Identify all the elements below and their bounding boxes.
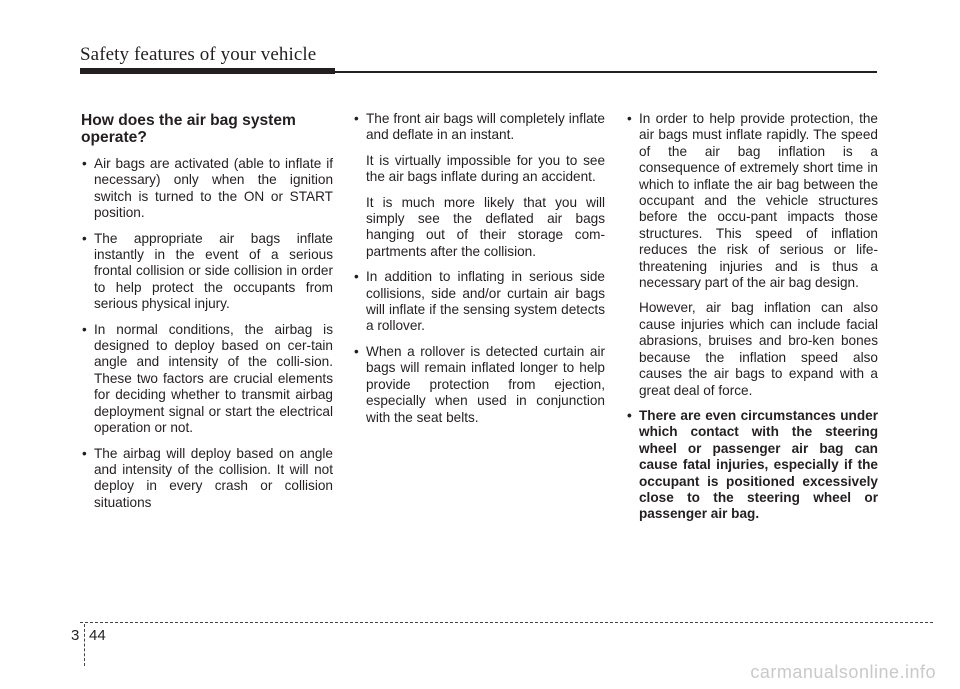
bullet-item: • In addition to inflating in serious side collisions, side and/or curtain air bags will inflate if the sensing system detects a rollover. xyxy=(353,269,605,335)
footer-page-divider xyxy=(84,624,85,666)
bullet-item: • When a rollover is detected curtain air bags will remain inflated longer to help provide protection from ejection, especially when used in conjunction with the seat belts. xyxy=(353,344,605,426)
footer-rule xyxy=(80,622,933,623)
paragraph: However, air bag inflation can also cause injuries which can include facial abrasions, bruises and bro-ken bones because the inflation speed also causes the air bags to expand with a great deal of force. xyxy=(639,300,878,398)
bullet-item: • In order to help provide protection, the air bags must inflate rapidly. The speed of the air bag inflation is a consequence of extremely short time in which to inflate the air bag between the occupant and the vehicle structures before the occu-pant impacts those structures. This speed of inflation reduces the risk of serious or life-threatening injuries and is thus a necessary part of the air bag design. xyxy=(626,111,878,291)
warning-bullet-item: • There are even circumstances under which contact with the steering wheel or passenger air bag can cause fatal injuries, especially if the occupant is positioned excessively close to the steering wheel or passenger air bag. xyxy=(626,408,878,523)
header-rule-thick xyxy=(80,68,335,74)
section-header-title: Safety features of your vehicle xyxy=(80,44,317,65)
bullet-item: • The front air bags will completely inflate and deflate in an instant. xyxy=(353,111,605,144)
page-number: 44 xyxy=(89,627,106,644)
header-rule-thin xyxy=(335,71,877,73)
section-heading: How does the air bag system operate? xyxy=(81,112,296,146)
text-column-3 xyxy=(626,111,878,532)
bullet-item: • In normal conditions, the airbag is designed to deploy based on cer-tain angle and intensity of the colli-sion. These two factors are crucial elements for deciding whether to transmit airbag deployment signal or start the electrical operation or not. xyxy=(81,322,333,437)
bullet-item: • The airbag will deploy based on angle and intensity of the collision. It will not deploy in every crash or collision situations xyxy=(81,446,333,512)
paragraph: It is virtually impossible for you to see the air bags inflate during an accident. xyxy=(366,152,605,185)
paragraph: It is much more likely that you will simply see the deflated air bags hanging out of their storage com-partments after the collision. xyxy=(366,194,605,259)
text-column-1 xyxy=(81,112,333,520)
watermark: carmanualsonline.info xyxy=(750,662,936,682)
bullet-item: • The appropriate air bags inflate instantly in the event of a serious frontal collision or side collision in order to help protect the occupants from serious physical injury. xyxy=(81,231,333,313)
bullet-item: • Air bags are activated (able to inflate if necessary) only when the ignition switch is turned to the ON or START position. xyxy=(81,156,333,222)
chapter-number: 3 xyxy=(71,627,80,644)
text-column-2 xyxy=(353,111,605,435)
